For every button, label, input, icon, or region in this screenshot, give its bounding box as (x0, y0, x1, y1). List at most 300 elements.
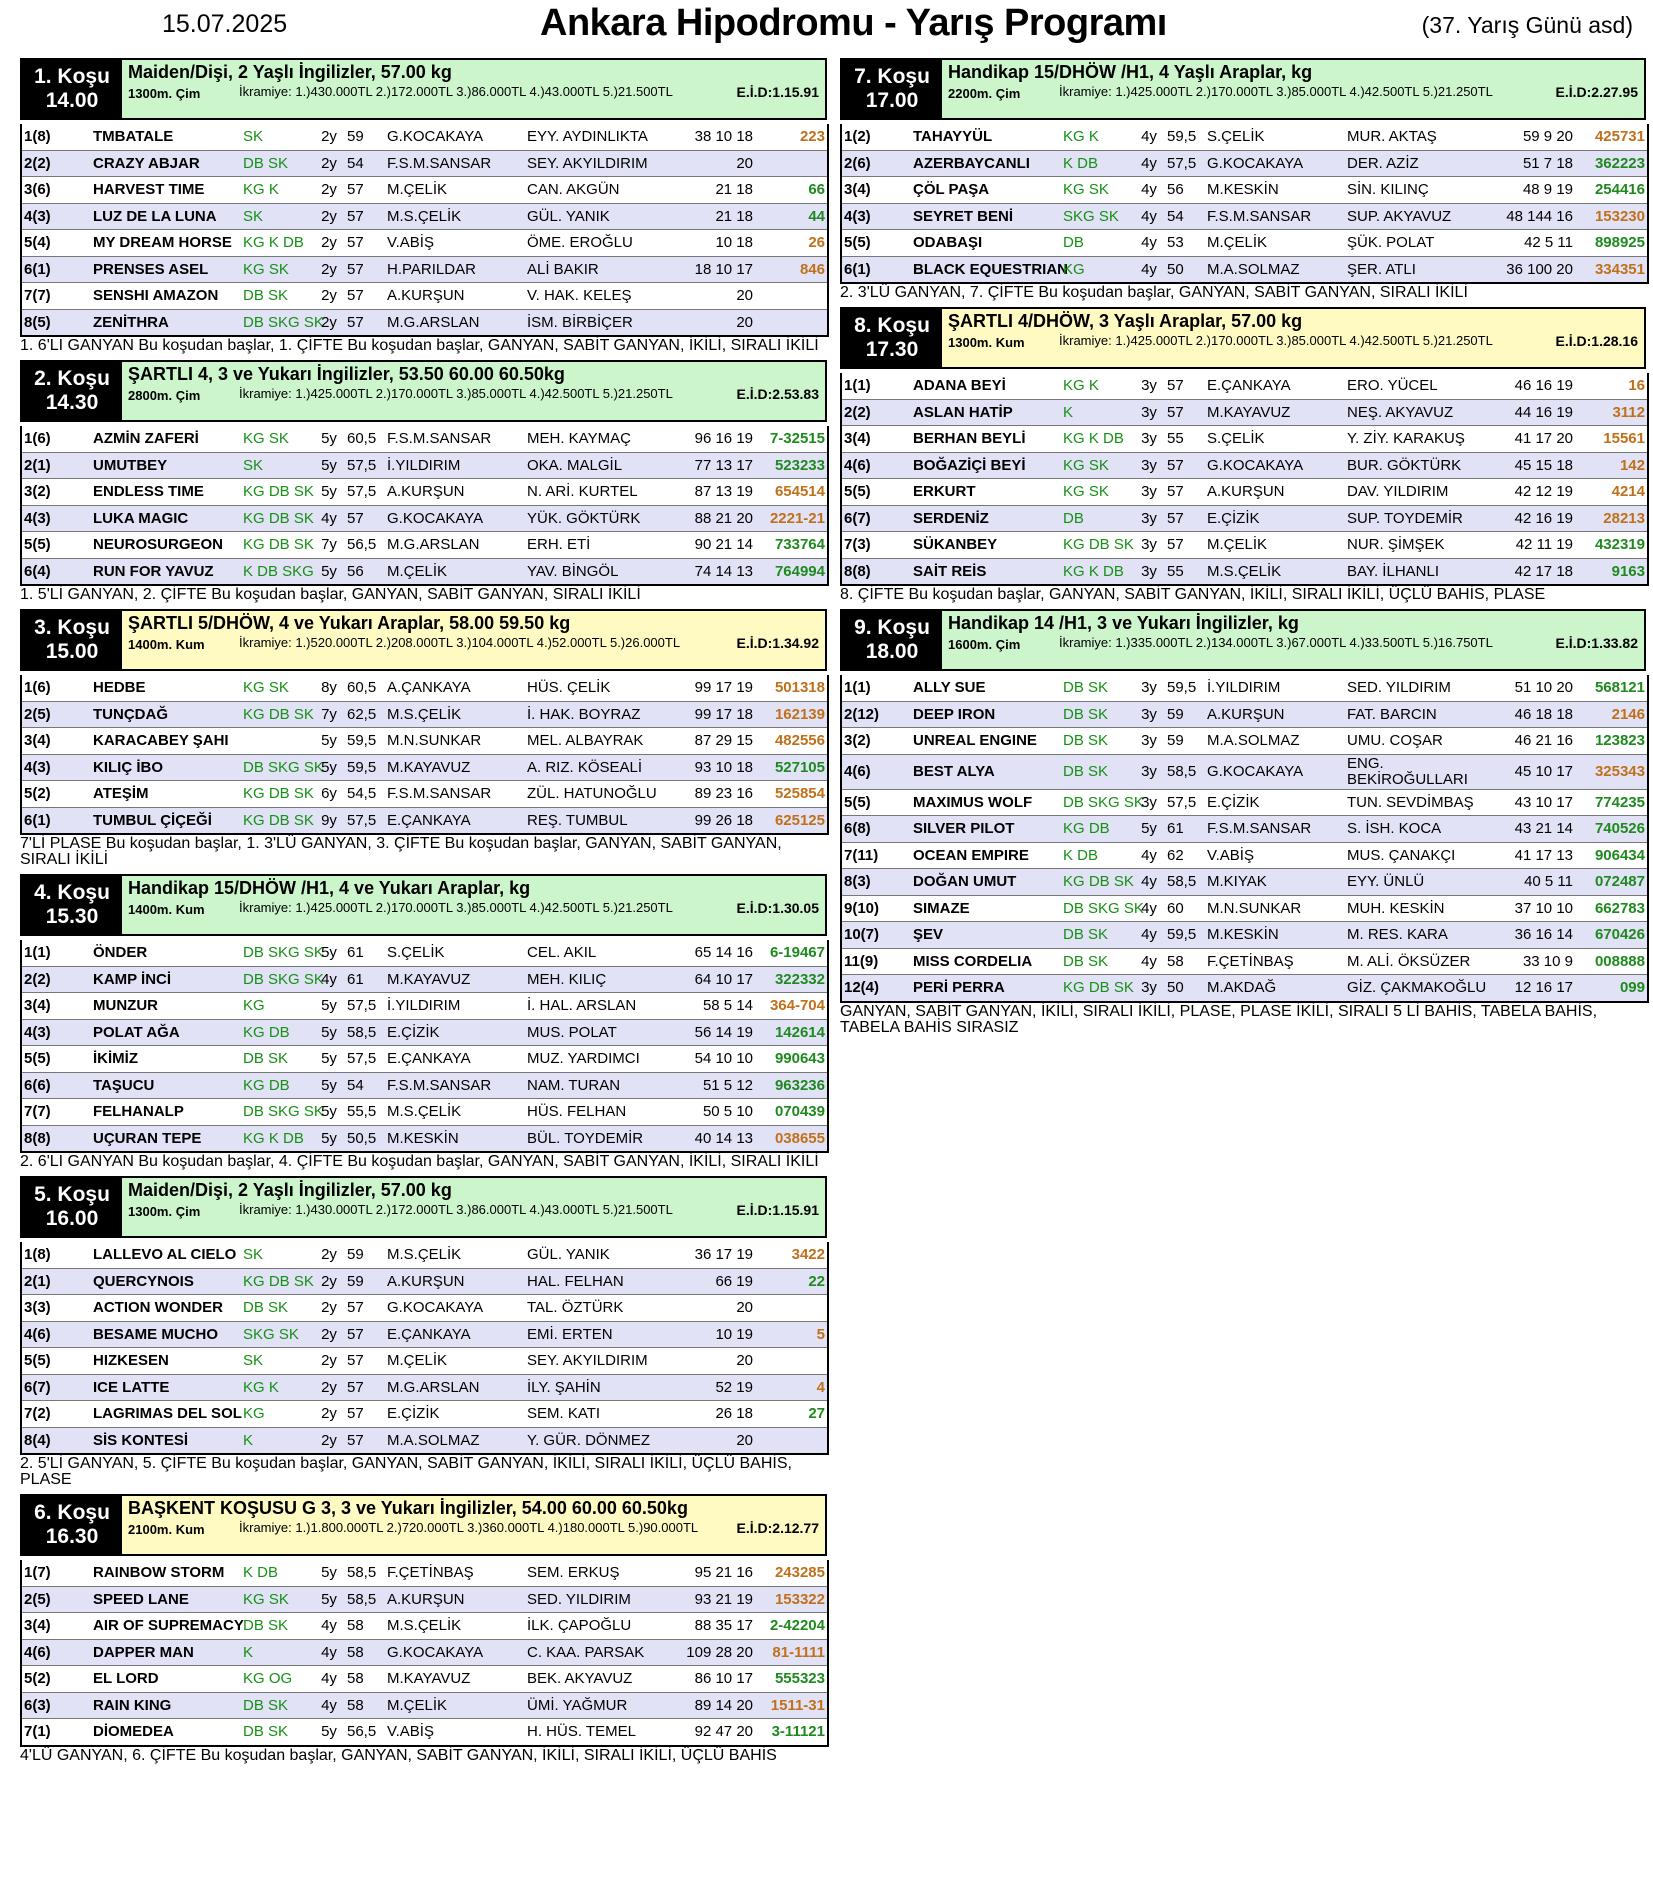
horse-name[interactable]: TAHAYYÜL (913, 128, 993, 146)
entry-row[interactable] (21, 1427, 828, 1454)
jockey-name[interactable]: İ.YILDIRIM (387, 456, 461, 474)
trainer-name[interactable]: GÜL. YANIK (527, 207, 610, 225)
horse-name[interactable]: LUZ DE LA LUNA (93, 207, 217, 225)
jockey-name[interactable]: M.AKDAĞ (1207, 979, 1277, 997)
horse-name[interactable]: KARACABEY ŞAHI (93, 732, 229, 750)
entry-row[interactable] (841, 816, 1648, 843)
horse-name[interactable]: ÇÖL PAŞA (913, 181, 990, 199)
trainer-name[interactable]: ÜMİ. YAĞMUR (527, 1696, 628, 1714)
entry-row[interactable] (21, 1613, 828, 1640)
entry-row[interactable] (841, 150, 1648, 177)
horse-name[interactable]: KAMP İNCİ (93, 970, 172, 988)
entry-row[interactable] (21, 1268, 828, 1295)
horse-name[interactable]: ENDLESS TIME (93, 483, 204, 501)
jockey-name[interactable]: M.KESKİN (1207, 181, 1279, 199)
trainer-name[interactable]: SEY. AKYILDIRIM (527, 154, 648, 172)
entry-row[interactable] (21, 675, 828, 701)
entry-row[interactable] (841, 177, 1648, 204)
trainer-name[interactable]: H. HÜS. TEMEL (527, 1723, 636, 1741)
handicap-stats: 18 10 17 (694, 260, 753, 278)
horse-name[interactable]: UNREAL ENGINE (913, 732, 1037, 750)
trainer-name[interactable]: HAL. FELHAN (527, 1272, 624, 1290)
entry-row[interactable] (21, 177, 828, 204)
entry-row[interactable] (21, 558, 828, 585)
jockey-name[interactable]: M.KESKİN (387, 1129, 459, 1147)
horse-name[interactable]: ADANA BEYİ (913, 377, 1006, 395)
trainer-name[interactable]: EMİ. ERTEN (527, 1325, 613, 1343)
jockey-name[interactable]: M.S.ÇELİK (1207, 562, 1282, 580)
entry-row[interactable] (21, 1019, 828, 1046)
horse-name[interactable]: EL LORD (93, 1670, 159, 1688)
trainer-name[interactable]: MUH. KESKİN (1347, 899, 1445, 917)
entry-row[interactable] (841, 869, 1648, 896)
trainer-name[interactable]: HÜS. ÇELİK (527, 679, 611, 697)
jockey-name[interactable]: M.N.SUNKAR (1207, 899, 1302, 917)
horse-name[interactable]: KILIÇ İBO (93, 758, 163, 776)
trainer-name[interactable]: S. İSH. KOCA (1347, 820, 1442, 838)
horse-name[interactable]: ACTION WONDER (93, 1299, 223, 1317)
horse-name[interactable]: AIR OF SUPREMACY (93, 1617, 244, 1635)
jockey-name[interactable]: İ.YILDIRIM (1207, 679, 1281, 697)
trainer-name[interactable]: MEL. ALBAYRAK (527, 732, 644, 750)
horse-name[interactable]: İKİMİZ (93, 1050, 138, 1068)
trainer-name[interactable]: İLK. ÇAPOĞLU (527, 1617, 632, 1635)
jockey-name[interactable]: M.ÇELİK (387, 1696, 448, 1714)
weight: 60,5 (347, 679, 377, 697)
horse-name[interactable]: TUMBUL ÇİÇEĞİ (93, 811, 212, 829)
trainer-name[interactable]: ŞER. ATLI (1347, 260, 1416, 278)
horse-name[interactable]: ZENİTHRA (93, 313, 169, 331)
entry-row[interactable] (21, 781, 828, 808)
trainer-name[interactable]: EYY. ÜNLÜ (1347, 873, 1425, 891)
horse-name[interactable]: SAİT REİS (913, 562, 987, 580)
horse-name[interactable]: ŞEV (913, 926, 944, 944)
horse-name[interactable]: ÖNDER (93, 944, 148, 962)
horse-name[interactable]: RUN FOR YAVUZ (93, 562, 214, 580)
trainer-name[interactable]: Y. GÜR. DÖNMEZ (527, 1431, 651, 1449)
jockey-name[interactable]: A.KURŞUN (1207, 483, 1285, 501)
trainer-name[interactable]: İ. HAL. ARSLAN (527, 997, 637, 1015)
jockey-name[interactable]: E.ÇANKAYA (387, 811, 471, 829)
trainer-name[interactable]: BUR. GÖKTÜRK (1347, 456, 1462, 474)
recent-form: 66 (808, 181, 825, 199)
entry-row[interactable] (841, 922, 1648, 949)
jockey-name[interactable]: A.ÇANKAYA (387, 679, 471, 697)
horse-name[interactable]: AZMİN ZAFERİ (93, 430, 199, 448)
entry-row[interactable] (21, 1639, 828, 1666)
trainer-name[interactable]: İ. HAK. BOYRAZ (527, 705, 641, 723)
entry-row[interactable] (841, 230, 1648, 257)
horse-name[interactable]: DAPPER MAN (93, 1643, 194, 1661)
horse-name[interactable]: SÜKANBEY (913, 536, 998, 554)
jockey-name[interactable]: E.ÇİZİK (1207, 509, 1260, 527)
entry-row[interactable] (841, 842, 1648, 869)
jockey-name[interactable]: F.S.M.SANSAR (387, 785, 492, 803)
trainer-name[interactable]: İSM. BİRBİÇER (527, 313, 633, 331)
trainer-name[interactable]: ÖME. EROĞLU (527, 234, 633, 252)
entry-row[interactable] (841, 479, 1648, 506)
entry-row[interactable] (841, 124, 1648, 150)
entry-row[interactable] (21, 256, 828, 283)
horse-name[interactable]: AZERBAYCANLI (913, 154, 1030, 172)
trainer-name[interactable]: UMU. COŞAR (1347, 732, 1443, 750)
entry-row[interactable] (21, 1666, 828, 1693)
jockey-name[interactable]: F.ÇETİNBAŞ (1207, 952, 1294, 970)
jockey-name[interactable]: M.S.ÇELİK (387, 1246, 462, 1264)
trainer-name[interactable]: SİN. KILINÇ (1347, 181, 1429, 199)
trainer-name[interactable]: ALİ BAKIR (527, 260, 599, 278)
entry-row[interactable] (21, 479, 828, 506)
horse-name[interactable]: MY DREAM HORSE (93, 234, 232, 252)
jockey-name[interactable]: M.ÇELİK (1207, 234, 1268, 252)
page-title: Ankara Hipodromu - Yarış Programı (540, 2, 1167, 44)
entry-row[interactable] (21, 1348, 828, 1375)
entry-row[interactable] (21, 993, 828, 1020)
recent-form (755, 283, 828, 310)
horse-name[interactable]: CRAZY ABJAR (93, 154, 200, 172)
jockey-name[interactable]: A.KURŞUN (387, 1590, 465, 1608)
trainer-name[interactable]: A. RIZ. KÖSEALİ (527, 758, 643, 776)
trainer-name[interactable]: TAL. ÖZTÜRK (527, 1299, 624, 1317)
trainer-name[interactable]: BAY. İLHANLI (1347, 562, 1439, 580)
jockey-name[interactable]: M.S.ÇELİK (387, 705, 462, 723)
entry-row[interactable] (21, 1099, 828, 1126)
jockey-name[interactable]: M.G.ARSLAN (387, 313, 480, 331)
trainer-name[interactable]: YAV. BİNGÖL (527, 562, 619, 580)
horse-name[interactable]: BERHAN BEYLİ (913, 430, 1026, 448)
entry-row[interactable] (21, 426, 828, 452)
horse-name[interactable]: SPEED LANE (93, 1590, 189, 1608)
entry-row[interactable] (21, 807, 828, 834)
entry-row[interactable] (841, 452, 1648, 479)
horse-name[interactable]: SİS KONTESİ (93, 1431, 189, 1449)
horse-name[interactable]: LAGRIMAS DEL SOL (93, 1405, 242, 1423)
trainer-name[interactable]: FAT. BARCIN (1347, 705, 1437, 723)
entry-row[interactable] (21, 203, 828, 230)
trainer-name[interactable]: YÜK. GÖKTÜRK (527, 509, 641, 527)
jockey-name[interactable]: F.S.M.SANSAR (1207, 207, 1312, 225)
jockey-name[interactable]: A.KURŞUN (1207, 705, 1285, 723)
jockey-name[interactable]: M.KIYAK (1207, 873, 1267, 891)
entry-row[interactable] (21, 1242, 828, 1268)
entry-row[interactable] (21, 150, 828, 177)
jockey-name[interactable]: G.KOCAKAYA (387, 1643, 484, 1661)
entry-row[interactable] (21, 1692, 828, 1719)
recent-form: 153322 (774, 1590, 825, 1608)
recent-form: 038655 (774, 1129, 825, 1147)
trainer-name[interactable]: OKA. MALGİL (527, 456, 623, 474)
horse-name[interactable]: QUERCYNOIS (93, 1272, 194, 1290)
trainer-name[interactable]: SUP. TOYDEMİR (1347, 509, 1463, 527)
jockey-name[interactable]: M.S.ÇELİK (387, 1103, 462, 1121)
jockey-name[interactable]: M.ÇELİK (387, 562, 448, 580)
trainer-name[interactable]: ERH. ETİ (527, 536, 591, 554)
race-number-label: 7. Koşu (854, 65, 930, 88)
jockey-name[interactable]: M.G.ARSLAN (387, 1378, 480, 1396)
race-header (840, 58, 1646, 120)
jockey-name[interactable]: F.S.M.SANSAR (1207, 820, 1312, 838)
entry-row[interactable] (841, 701, 1648, 728)
horse-name[interactable]: HIZKESEN (93, 1352, 169, 1370)
trainer-name[interactable]: İLY. ŞAHİN (527, 1378, 601, 1396)
entry-row[interactable] (21, 1295, 828, 1322)
entry-row[interactable] (21, 754, 828, 781)
jockey-name[interactable]: A.KURŞUN (387, 287, 465, 305)
horse-name[interactable]: TMBATALE (93, 128, 174, 146)
jockey-name[interactable]: F.ÇETİNBAŞ (387, 1564, 474, 1582)
trainer-name[interactable]: MUS. ÇANAKÇI (1347, 846, 1456, 864)
entry-row[interactable] (841, 728, 1648, 755)
jockey-name[interactable]: S.ÇELİK (387, 944, 445, 962)
trainer-name[interactable]: ERO. YÜCEL (1347, 377, 1438, 395)
trainer-name[interactable]: SEM. ERKUŞ (527, 1564, 620, 1582)
entry-row[interactable] (21, 1046, 828, 1073)
horse-name[interactable]: UÇURAN TEPE (93, 1129, 202, 1147)
trainer-name[interactable]: MUS. POLAT (527, 1023, 617, 1041)
trainer-name[interactable]: M. RES. KARA (1347, 926, 1448, 944)
trainer-name[interactable]: GÜL. YANIK (527, 1246, 610, 1264)
entry-row[interactable] (841, 426, 1648, 453)
entry-row[interactable] (21, 309, 828, 336)
horse-name[interactable]: MUNZUR (93, 997, 158, 1015)
jockey-name[interactable]: E.ÇANKAYA (387, 1050, 471, 1068)
jockey-name[interactable]: E.ÇANKAYA (1207, 377, 1291, 395)
trainer-name[interactable]: CAN. AKGÜN (527, 181, 620, 199)
entry-row[interactable] (841, 895, 1648, 922)
trainer-name[interactable]: REŞ. TUMBUL (527, 811, 628, 829)
horse-name[interactable]: POLAT AĞA (93, 1023, 180, 1041)
entry-row[interactable] (21, 1374, 828, 1401)
horse-name[interactable]: SERDENİZ (913, 509, 989, 527)
jockey-name[interactable]: G.KOCAKAYA (1207, 154, 1304, 172)
jockey-name[interactable]: G.KOCAKAYA (387, 1299, 484, 1317)
jockey-name[interactable]: E.ÇANKAYA (387, 1325, 471, 1343)
trainer-name[interactable]: TUN. SEVDİMBAŞ (1347, 793, 1474, 811)
recent-form: 81-1111 (772, 1643, 825, 1661)
horse-name[interactable]: TUNÇDAĞ (93, 705, 168, 723)
jockey-name[interactable]: A.KURŞUN (387, 483, 465, 501)
horse-name[interactable]: DOĞAN UMUT (913, 873, 1017, 891)
entry-row[interactable] (841, 203, 1648, 230)
entry-row[interactable] (21, 1321, 828, 1348)
trainer-name[interactable]: Y. ZİY. KARAKUŞ (1347, 430, 1465, 448)
jockey-name[interactable]: E.ÇİZİK (387, 1023, 440, 1041)
horse-name[interactable]: SEYRET BENİ (913, 207, 1014, 225)
jockey-name[interactable]: G.KOCAKAYA (387, 128, 484, 146)
horse-name[interactable]: HARVEST TIME (93, 181, 205, 199)
trainer-name[interactable]: N. ARİ. KURTEL (527, 483, 638, 501)
entry-row[interactable] (21, 505, 828, 532)
horse-age: 4y (321, 970, 337, 988)
trainer-name[interactable]: SED. YILDIRIM (1347, 679, 1451, 697)
entry-row[interactable] (841, 373, 1648, 399)
horse-name[interactable]: PRENSES ASEL (93, 260, 209, 278)
entry-row[interactable] (21, 1125, 828, 1152)
horse-name[interactable]: HEDBE (93, 679, 146, 697)
entry-row[interactable] (841, 789, 1648, 816)
entry-row[interactable] (21, 452, 828, 479)
weight: 55,5 (347, 1103, 377, 1121)
horse-name[interactable]: RAINBOW STORM (93, 1564, 225, 1582)
entry-row[interactable] (841, 675, 1648, 701)
jockey-name[interactable]: M.KAYAVUZ (387, 970, 471, 988)
horse-name[interactable]: BLACK EQUESTRIAN (913, 260, 1069, 278)
entry-row[interactable] (21, 966, 828, 993)
horse-name[interactable]: ICE LATTE (93, 1378, 170, 1396)
jockey-name[interactable]: M.KAYAVUZ (387, 758, 471, 776)
jockey-name[interactable]: G.KOCAKAYA (387, 509, 484, 527)
trainer-name[interactable]: M. ALİ. ÖKSÜZER (1347, 952, 1471, 970)
jockey-name[interactable]: F.S.M.SANSAR (387, 154, 492, 172)
recent-form: 3422 (791, 1246, 825, 1264)
jockey-name[interactable]: M.S.ÇELİK (387, 1617, 462, 1635)
trainer-name[interactable]: SEY. AKYILDIRIM (527, 1352, 648, 1370)
entry-row[interactable] (21, 728, 828, 755)
jockey-name[interactable]: G.KOCAKAYA (1207, 763, 1304, 780)
jockey-name[interactable]: F.S.M.SANSAR (387, 1076, 492, 1094)
trainer-name[interactable]: ŞÜK. POLAT (1347, 234, 1435, 252)
trainer-name[interactable]: CEL. AKIL (527, 944, 597, 962)
entry-row[interactable] (841, 975, 1648, 1002)
trainer-name[interactable]: MEH. KAYMAÇ (527, 430, 631, 448)
trainer-name[interactable]: HÜS. FELHAN (527, 1103, 627, 1121)
jockey-name[interactable]: M.ÇELİK (387, 181, 448, 199)
jockey-name[interactable]: M.A.SOLMAZ (1207, 732, 1300, 750)
entry-row[interactable] (841, 399, 1648, 426)
horse-name[interactable]: RAIN KING (93, 1696, 172, 1714)
horse-name[interactable]: DİOMEDEA (93, 1723, 174, 1741)
horse-name[interactable]: LALLEVO AL CIELO (93, 1246, 237, 1264)
horse-name[interactable]: BEST ALYA (913, 763, 995, 780)
trainer-name[interactable]: SUP. AKYAVUZ (1347, 207, 1452, 225)
trainer-name[interactable]: MEH. KILIÇ (527, 970, 607, 988)
jockey-name[interactable]: M.KAYAVUZ (1207, 403, 1291, 421)
jockey-name[interactable]: V.ABİŞ (387, 1723, 434, 1741)
trainer-name[interactable]: DER. AZİZ (1347, 154, 1419, 172)
trainer-name[interactable]: BEK. AKYAVUZ (527, 1670, 633, 1688)
jockey-name[interactable]: M.KESKİN (1207, 926, 1279, 944)
trainer-name[interactable]: NAM. TURAN (527, 1076, 621, 1094)
horse-name[interactable]: BESAME MUCHO (93, 1325, 219, 1343)
jockey-name[interactable]: V.ABİŞ (387, 234, 434, 252)
jockey-name[interactable]: M.S.ÇELİK (387, 207, 462, 225)
weight: 61 (1167, 820, 1184, 838)
jockey-name[interactable]: E.ÇİZİK (387, 1405, 440, 1423)
horse-name[interactable]: ASLAN HATİP (913, 403, 1013, 421)
entry-row[interactable] (21, 940, 828, 966)
horse-name[interactable]: SILVER PILOT (913, 820, 1015, 838)
entry-row[interactable] (21, 1586, 828, 1613)
trainer-name[interactable]: EYY. AYDINLIKTA (527, 128, 648, 146)
start-number: 10(7) (844, 926, 880, 944)
jockey-name[interactable]: F.S.M.SANSAR (387, 430, 492, 448)
entry-row[interactable] (21, 532, 828, 559)
trainer-name[interactable]: SED. YILDIRIM (527, 1590, 631, 1608)
horse-name[interactable]: FELHANALP (93, 1103, 184, 1121)
jockey-name[interactable]: G.KOCAKAYA (1207, 456, 1304, 474)
horse-age: 5y (321, 1076, 337, 1094)
horse-name[interactable]: BOĞAZİÇİ BEYİ (913, 456, 1026, 474)
horse-name[interactable]: ODABAŞI (913, 234, 983, 252)
weight: 57,5 (347, 1050, 377, 1068)
entry-row[interactable] (21, 124, 828, 150)
entry-row[interactable] (841, 256, 1648, 283)
jockey-name[interactable]: E.ÇİZİK (1207, 793, 1260, 811)
entry-row[interactable] (841, 532, 1648, 559)
recent-form: 990643 (774, 1050, 825, 1068)
horse-name[interactable]: MAXIMUS WOLF (913, 793, 1033, 811)
trainer-name[interactable]: ZÜL. HATUNOĞLU (527, 785, 657, 803)
horse-name[interactable]: NEUROSURGEON (93, 536, 224, 554)
jockey-name[interactable]: H.PARILDAR (387, 260, 476, 278)
entry-row[interactable] (21, 283, 828, 310)
jockey-name[interactable]: A.KURŞUN (387, 1272, 465, 1290)
jockey-name[interactable]: M.ÇELİK (1207, 536, 1268, 554)
jockey-name[interactable]: M.KAYAVUZ (387, 1670, 471, 1688)
horse-name[interactable]: DEEP IRON (913, 705, 996, 723)
trainer-name[interactable]: MUZ. YARDIMCI (527, 1050, 640, 1068)
entry-row[interactable] (21, 1401, 828, 1428)
trainer-name[interactable]: GİZ. ÇAKMAKOĞLU (1347, 979, 1487, 997)
jockey-name[interactable]: M.N.SUNKAR (387, 732, 482, 750)
jockey-name[interactable]: M.A.SOLMAZ (387, 1431, 480, 1449)
trainer-name[interactable]: NUR. ŞİMŞEK (1347, 536, 1445, 554)
trainer-name[interactable]: V. HAK. KELEŞ (527, 287, 632, 305)
jockey-name[interactable]: M.A.SOLMAZ (1207, 260, 1300, 278)
weight: 59 (1167, 705, 1184, 723)
horse-age: 2y (321, 234, 337, 252)
trainer-name[interactable]: C. KAA. PARSAK (527, 1643, 645, 1661)
horse-name[interactable]: PERİ PERRA (913, 979, 1005, 997)
entry-row[interactable] (21, 701, 828, 728)
horse-name[interactable]: ATEŞİM (93, 785, 149, 803)
start-number: 4(3) (24, 1023, 51, 1041)
trainer-name[interactable]: DAV. YILDIRIM (1347, 483, 1449, 501)
entry-row[interactable] (841, 558, 1648, 585)
trainer-name[interactable]: SEM. KATI (527, 1405, 601, 1423)
trainer-name[interactable]: BÜL. TOYDEMİR (527, 1129, 644, 1147)
horse-name[interactable]: TAŞUCU (93, 1076, 155, 1094)
trainer-name[interactable]: NEŞ. AKYAVUZ (1347, 403, 1454, 421)
jockey-name[interactable]: İ.YILDIRIM (387, 997, 461, 1015)
entry-row[interactable] (21, 1719, 828, 1746)
horse-name[interactable]: MISS CORDELIA (913, 952, 1033, 970)
entry-row[interactable] (841, 754, 1648, 789)
jockey-name[interactable]: M.ÇELİK (387, 1352, 448, 1370)
trainer-name[interactable] (1345, 754, 1495, 789)
race-distance: 1300m. Kum (948, 335, 1025, 350)
entry-row[interactable] (21, 230, 828, 257)
jockey-name[interactable]: S.ÇELİK (1207, 430, 1265, 448)
horse-name[interactable]: SIMAZE (913, 899, 970, 917)
start-number: 1(1) (844, 377, 871, 395)
trainer-name[interactable]: MUR. AKTAŞ (1347, 128, 1437, 146)
jockey-name[interactable]: M.G.ARSLAN (387, 536, 480, 554)
horse-name[interactable]: ALLY SUE (913, 679, 986, 697)
horse-name[interactable]: OCEAN EMPIRE (913, 846, 1029, 864)
horse-name[interactable]: ERKURT (913, 483, 976, 501)
horse-name[interactable]: SENSHI AMAZON (93, 287, 219, 305)
entry-row[interactable] (841, 505, 1648, 532)
horse-name[interactable]: UMUTBEY (93, 456, 168, 474)
entry-row[interactable] (21, 1072, 828, 1099)
equipment: KG (243, 997, 265, 1015)
jockey-name[interactable]: V.ABİŞ (1207, 846, 1254, 864)
jockey-name[interactable]: S.ÇELİK (1207, 128, 1265, 146)
horse-name[interactable]: LUKA MAGIC (93, 509, 189, 527)
entry-row[interactable] (841, 948, 1648, 975)
entry-row[interactable] (21, 1560, 828, 1586)
